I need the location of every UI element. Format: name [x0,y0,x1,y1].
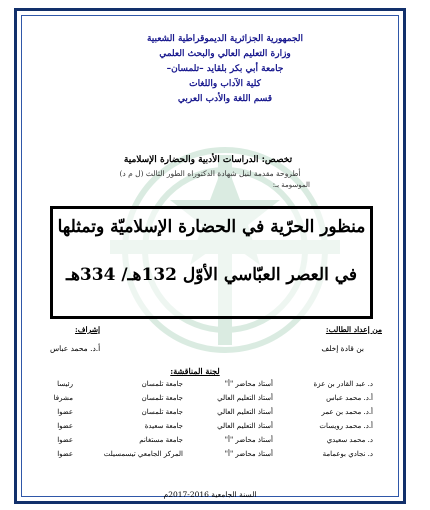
member-name: أ.د. محمد عباس [326,394,373,402]
thesis-title-line-2: في العصر العبّاسي الأوّل 132هـ/ 334هـ [65,265,358,285]
table-row [28,394,373,408]
table-row [28,450,373,464]
committee-title: لجنة المناقشة: [170,366,220,376]
specialty-line: تخصص: الدراسات الأدبية والحضارة الإسلامية [123,155,293,165]
faculty-line: كلية الآداب واللغات [189,79,261,89]
member-university: جامعة مستغانم [139,436,183,444]
member-rank: أستاذ محاضر "أ" [224,380,273,388]
member-role: عضوا [57,408,73,416]
member-role: عضوا [57,450,73,458]
member-role: مشرفا [53,394,73,402]
thesis-title-box [50,206,373,319]
member-university: جامعة تلمسان [141,380,183,388]
table-row [28,380,373,394]
table-row [28,422,373,436]
member-name: د. محمد سعيدي [326,436,373,444]
university-line: جامعة أبي بكر بلقايد –تلمسان– [166,64,284,74]
member-rank: أستاذ التعليم العالي [217,394,273,402]
thesis-note: أطروحة مقدمة لنيل شهادة الدكتوراه الطور الثالث (ل م د) [119,169,301,178]
member-name: د. نجادي بوعمامة [322,450,373,458]
titled-label: الموسومة بـ: [272,181,310,189]
republic-line: الجمهورية الجزائرية الديموقراطية الشعبية [146,34,304,44]
member-name: أ.د. محمد بن عمر [321,408,373,416]
member-rank: أستاذ التعليم العالي [217,422,273,430]
member-rank: أستاذ محاضر "أ" [224,436,273,444]
member-role: عضوا [57,422,73,430]
academic-year: السنة الجامعية 2016-2017م [163,490,257,499]
member-role: عضوا [57,436,73,444]
prepared-by-label: من إعداد الطالب: [325,325,382,334]
table-row [28,408,373,422]
member-rank: أستاذ التعليم العالي [217,408,273,416]
committee-table [28,380,373,464]
ministry-line: وزارة التعليم العالي والبحث العلمي [159,49,291,59]
member-rank: أستاذ محاضر "أ" [224,450,273,458]
member-role: رئيسا [57,380,73,388]
member-university: جامعة تلمسان [141,394,183,402]
supervisor-name: أ.د. محمد عباس [50,344,101,353]
table-row [28,436,373,450]
member-university: جامعة تلمسان [141,408,183,416]
member-university: المركز الجامعي تيسمسيلت [103,450,183,458]
member-university: جامعة سعيدة [144,422,183,430]
department-line: قسم اللغة والأدب العربي [177,94,273,104]
thesis-title-line-1: منظور الحرّية في الحضارة الإسلاميّة وتمثلها [57,217,366,237]
member-name: د. عبد القادر بن عزة [313,380,373,388]
student-name: بن قادة إخلف [321,344,364,353]
supervision-label: إشراف: [75,325,101,334]
member-name: أ.د. محمد رويسات [319,422,373,430]
